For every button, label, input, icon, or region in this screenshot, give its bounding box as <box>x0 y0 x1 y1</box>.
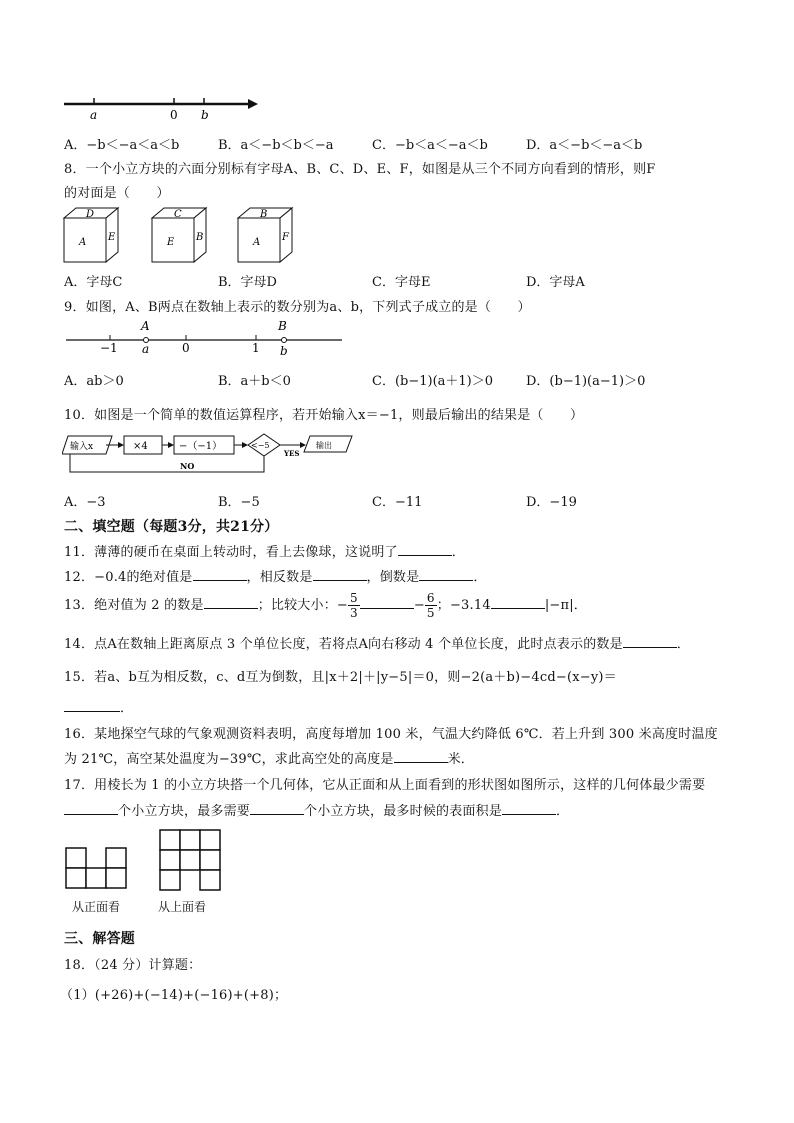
q18-title: 18．（24 分）计算题： <box>64 958 202 973</box>
q16-line1: 16．某地探空气球的气象观测资料表明，高度每增加 100 米，气温大约降低 6℃．若上升到 300 米高度时温度 <box>64 727 718 742</box>
q10-option-d[interactable]: D．−19 <box>526 495 577 510</box>
q17-front-label: 从正面看 <box>72 900 121 914</box>
q17-line2 <box>64 800 569 819</box>
q8-option-a[interactable]: A．字母C <box>64 275 123 290</box>
q17-blank-area[interactable] <box>502 802 556 815</box>
q12 <box>64 566 487 585</box>
q13-part2: ；比较大小：− <box>257 598 348 613</box>
q7-axis-label-0: 0 <box>170 108 178 122</box>
q13-blank-abs2[interactable] <box>204 596 258 609</box>
q7-axis-label-b: b <box>201 108 209 122</box>
q12-end: ． <box>473 570 487 585</box>
q8-cube-2-top: C <box>174 209 182 220</box>
q11-text: 11．薄薄的硬币在桌面上转动时，看上去像球，这说明了 <box>64 545 398 560</box>
q9-point-b-label: B <box>278 319 287 333</box>
q9-point-a-label: A <box>141 319 150 333</box>
q9-point-a-value: a <box>142 342 150 356</box>
q17-part1: 个小立方块，最多需要 <box>118 804 251 819</box>
q8-cube-3-side: F <box>282 232 289 243</box>
q13 <box>64 589 587 623</box>
q12-part1: 12．−0.4的绝对值是 <box>64 570 193 585</box>
q9-point-b-value: b <box>280 344 288 358</box>
q16-line2-text: 为 21℃，高空某处温度为−39℃，求此高空处的高度是 <box>64 752 394 767</box>
q8-cube-1-front: A <box>79 237 87 248</box>
q16-line2 <box>64 748 474 767</box>
q8-cube-1 <box>62 206 122 266</box>
q12-part2: ，相反数是 <box>246 570 313 585</box>
q10-step2: −（−1） <box>179 441 223 452</box>
q17-line1: 17．用棱长为 1 的小立方块搭一个几何体，它从正面和从上面看到的形状图如图所示，这样的几何体最少需要 <box>64 778 706 793</box>
section-3-heading: 三、解答题 <box>64 931 135 947</box>
q14-blank[interactable] <box>623 635 677 648</box>
q8-cube-2-front: E <box>167 237 175 248</box>
q8-text-line1: 8．一个小立方块的六面分别标有字母A、B、C、D、E、F，如图是从三个不同方向看到的情形，则F <box>64 162 656 177</box>
q15-text: 15．若a、b互为相反数，c、d互为倒数，且|x＋2|＋|y−5|＝0，则−2(a＋b)−4cd−(x−y)＝ <box>64 670 617 685</box>
q10-flowchart <box>62 432 362 486</box>
q10-no: NO <box>180 461 195 471</box>
q13-part1: 13．绝对值为 2 的数是 <box>64 598 204 613</box>
q8-cube-1-top: D <box>86 209 95 220</box>
q10-condition: <−5 <box>251 441 270 450</box>
section-2-heading: 二、填空题（每题3分，共21分） <box>64 519 279 535</box>
q15-answer-line <box>64 697 133 716</box>
q10-option-b[interactable]: B．−5 <box>218 495 260 510</box>
q7-option-c[interactable]: C．−b＜a＜−a＜b <box>372 138 488 153</box>
q13-blank-compare2[interactable] <box>491 596 545 609</box>
q9-option-c[interactable]: C．(b−1)(a＋1)＞0 <box>372 374 494 389</box>
q13-blank-compare1[interactable] <box>360 596 414 609</box>
q13-part5: |−π|． <box>544 598 588 613</box>
q11 <box>64 541 465 560</box>
q8-cube-1-side: E <box>108 232 116 243</box>
q8-cube-3-top: B <box>260 209 268 220</box>
q13-part3: − <box>413 598 425 613</box>
q16-blank[interactable] <box>394 750 448 763</box>
q17-part2: 个小立方块，最多时候的表面积是 <box>304 804 503 819</box>
q7-option-a[interactable]: A．−b＜−a＜a＜b <box>64 138 180 153</box>
q12-blank-opposite[interactable] <box>313 568 367 581</box>
q10-option-a[interactable]: A．−3 <box>64 495 106 510</box>
q8-option-b[interactable]: B．字母D <box>218 275 277 290</box>
q10-option-c[interactable]: C．−11 <box>372 495 423 510</box>
q17-end: ． <box>556 804 570 819</box>
q9-option-b[interactable]: B．a＋b＜0 <box>218 374 291 389</box>
q15-blank[interactable] <box>64 699 120 712</box>
q12-part3: ，倒数是 <box>366 570 420 585</box>
q9-tick-1: 1 <box>252 341 260 355</box>
q8-option-c[interactable]: C．字母E <box>372 275 431 290</box>
q9-tick-0: 0 <box>182 341 190 355</box>
q14 <box>64 633 690 652</box>
q9-number-line <box>62 318 352 358</box>
q10-input: 输入x <box>70 442 94 452</box>
q17-top-view <box>158 828 224 894</box>
q12-blank-abs[interactable] <box>193 568 247 581</box>
q8-cube-2 <box>150 206 210 266</box>
q8-cube-3-front: A <box>253 237 261 248</box>
q9-text: 9．如图，A、B两点在数轴上表示的数分别为a、b，下列式子成立的是（ ） <box>64 300 531 315</box>
q10-yes: YES <box>284 449 300 458</box>
q12-blank-reciprocal[interactable] <box>419 568 473 581</box>
q11-blank[interactable] <box>398 543 452 556</box>
q7-axis-label-a: a <box>90 108 98 122</box>
q16-line2-end: 米． <box>447 752 475 767</box>
q8-cube-2-side: B <box>196 232 204 243</box>
q8-text-line2: 的对面是（ ） <box>64 186 170 201</box>
q13-f2-den: 5 <box>426 606 435 620</box>
q13-f1-num: 5 <box>349 591 358 605</box>
q8-option-d[interactable]: D．字母A <box>526 275 585 290</box>
q13-f2-num: 6 <box>426 591 435 605</box>
q14-end: ． <box>676 637 690 652</box>
q10-text: 10．如图是一个简单的数值运算程序，若开始输入x＝−1，则最后输出的结果是（ ） <box>64 408 584 423</box>
q17-blank-min[interactable] <box>64 802 118 815</box>
q17-top-label: 从上面看 <box>158 900 207 914</box>
q9-tick-minus1: −1 <box>100 341 118 355</box>
q11-end: ． <box>451 545 465 560</box>
q7-option-b[interactable]: B．a＜−b＜b＜−a <box>218 138 334 153</box>
q7-number-line <box>62 92 266 122</box>
q13-fraction-5-3 <box>348 591 360 620</box>
q15-end: ． <box>120 701 134 716</box>
q9-option-a[interactable]: A．ab＞0 <box>64 374 124 389</box>
q7-option-d[interactable]: D．a＜−b＜−a＜b <box>526 138 643 153</box>
q18-sub1: （1）(+26)+(−14)+(−16)+(+8)； <box>60 988 288 1003</box>
q9-option-d[interactable]: D．(b−1)(a−1)＞0 <box>526 374 646 389</box>
q13-part4: ；−3.14 <box>436 598 491 613</box>
q17-front-view <box>64 846 130 894</box>
q17-blank-max[interactable] <box>250 802 304 815</box>
q8-cube-3 <box>236 206 296 266</box>
q13-f1-den: 3 <box>349 606 358 620</box>
q13-fraction-6-5 <box>425 591 437 620</box>
q10-step1: ×4 <box>133 441 148 452</box>
q14-text: 14．点A在数轴上距离原点 3 个单位长度，若将点A向右移动 4 个单位长度，此时点表示的数是 <box>64 637 623 652</box>
q10-output: 输出 <box>316 441 332 450</box>
